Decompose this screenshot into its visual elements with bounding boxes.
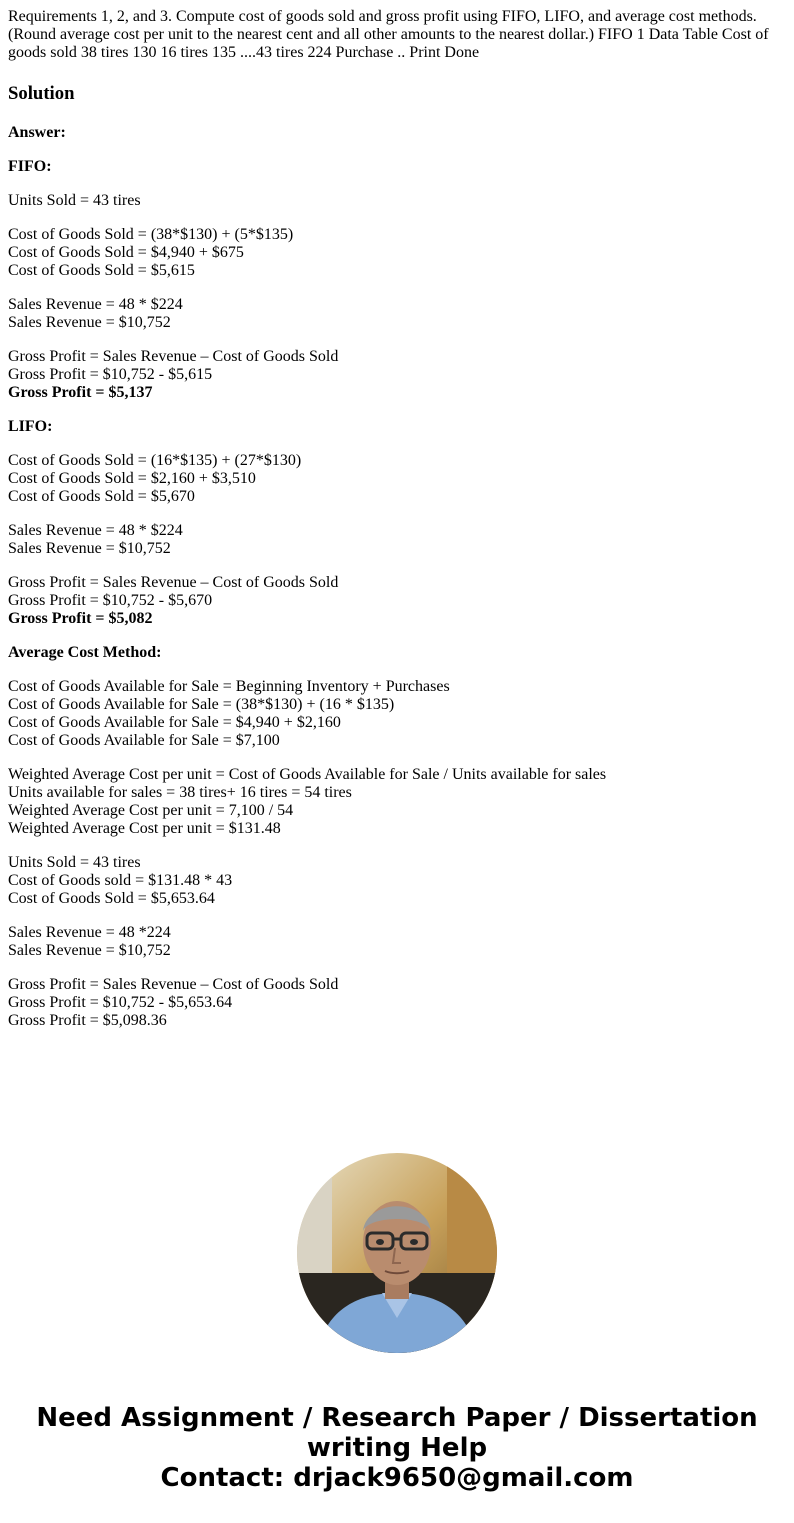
fifo-heading: FIFO: [8,158,52,175]
lifo-gross-final: Gross Profit = $5,082 [8,610,153,627]
lifo-heading-block [8,402,786,436]
fifo-gross-line: Gross Profit = Sales Revenue – Cost of Goods Sold [8,348,339,365]
avg-available-line: Cost of Goods Available for Sale = Beginning Inventory + Purchases [8,678,450,695]
fifo-sales-line: Sales Revenue = 48 * $224 [8,296,183,313]
solution-document [8,8,786,1030]
avg-cogs-line: Cost of Goods sold = $131.48 * 43 [8,872,233,889]
avg-available-line: Cost of Goods Available for Sale = (38*$130) + (16 * $135) [8,696,395,713]
answer-label-block [8,105,786,142]
fifo-heading-block [8,142,786,176]
footer-line-3: Contact: drjack9650@gmail.com [160,1463,634,1493]
fifo-cogs-block [8,210,786,280]
avg-gross-block [8,960,786,1030]
footer-line-2: writing Help [306,1433,488,1463]
lifo-cogs-line: Cost of Goods Sold = (16*$135) + (27*$130) [8,452,302,469]
lifo-cogs-block [8,436,786,506]
avg-cogs-line: Units Sold = 43 tires [8,854,141,871]
fifo-sales-line: Sales Revenue = $10,752 [8,314,171,331]
lifo-gross-line: Gross Profit = Sales Revenue – Cost of Goods Sold [8,574,339,591]
fifo-units-block [8,176,786,210]
avg-gross-line: Gross Profit = $5,098.36 [8,1012,167,1029]
avg-available-line: Cost of Goods Available for Sale = $7,100 [8,732,280,749]
avg-cogs-block [8,838,786,908]
fifo-cogs-line: Cost of Goods Sold = (38*$130) + (5*$135) [8,226,294,243]
avg-gross-line: Gross Profit = Sales Revenue – Cost of Goods Sold [8,976,339,993]
fifo-gross-block [8,332,786,402]
fifo-cogs-line: Cost of Goods Sold = $4,940 + $675 [8,244,244,261]
footer-line-1: Need Assignment / Research Paper / Dissertation [36,1403,758,1433]
lifo-heading: LIFO: [8,418,53,435]
avg-heading: Average Cost Method: [8,644,162,661]
avg-sales-line: Sales Revenue = 48 *224 [8,924,171,941]
fifo-gross-line: Gross Profit = $10,752 - $5,615 [8,366,213,383]
avg-available-line: Cost of Goods Available for Sale = $4,940 + $2,160 [8,714,341,731]
avg-available-block [8,662,786,750]
lifo-gross-line: Gross Profit = $10,752 - $5,670 [8,592,213,609]
avg-weighted-line: Weighted Average Cost per unit = Cost of Goods Available for Sale / Units available for sales [8,766,607,783]
answer-label: Answer: [8,124,66,141]
fifo-sales-block [8,280,786,332]
solution-heading: Solution [8,83,75,104]
fifo-gross-final: Gross Profit = $5,137 [8,384,153,401]
lifo-gross-block [8,558,786,628]
avg-sales-line: Sales Revenue = $10,752 [8,942,171,959]
avg-cogs-line: Cost of Goods Sold = $5,653.64 [8,890,215,907]
avg-weighted-line: Units available for sales = 38 tires+ 16 tires = 54 tires [8,784,352,801]
fifo-cogs-line: Cost of Goods Sold = $5,615 [8,262,195,279]
lifo-sales-block [8,506,786,558]
avg-weighted-line: Weighted Average Cost per unit = $131.48 [8,820,281,837]
lifo-cogs-line: Cost of Goods Sold = $5,670 [8,488,195,505]
question-text: Requirements 1, 2, and 3. Compute cost of goods sold and gross profit using FIFO, LIFO, and average cost methods. (Round average cost per unit to the nearest cent and all other amounts to the nearest dollar.) FIFO 1 Data Table Cost of goods sold 38 tires 130 16 tires 135 ....43 tires 224 Purchase .. Print Done [8,8,769,61]
lifo-sales-line: Sales Revenue = 48 * $224 [8,522,183,539]
avg-sales-block [8,908,786,960]
fifo-units-sold: Units Sold = 43 tires [8,192,141,209]
avg-heading-block [8,628,786,662]
lifo-cogs-line: Cost of Goods Sold = $2,160 + $3,510 [8,470,256,487]
avg-weighted-block [8,750,786,838]
avg-weighted-line: Weighted Average Cost per unit = 7,100 / 54 [8,802,294,819]
lifo-sales-line: Sales Revenue = $10,752 [8,540,171,557]
author-photo-illustration [297,1153,497,1353]
author-avatar [297,1153,497,1353]
contact-footer [0,1403,794,1493]
avg-gross-line: Gross Profit = $10,752 - $5,653.64 [8,994,233,1011]
